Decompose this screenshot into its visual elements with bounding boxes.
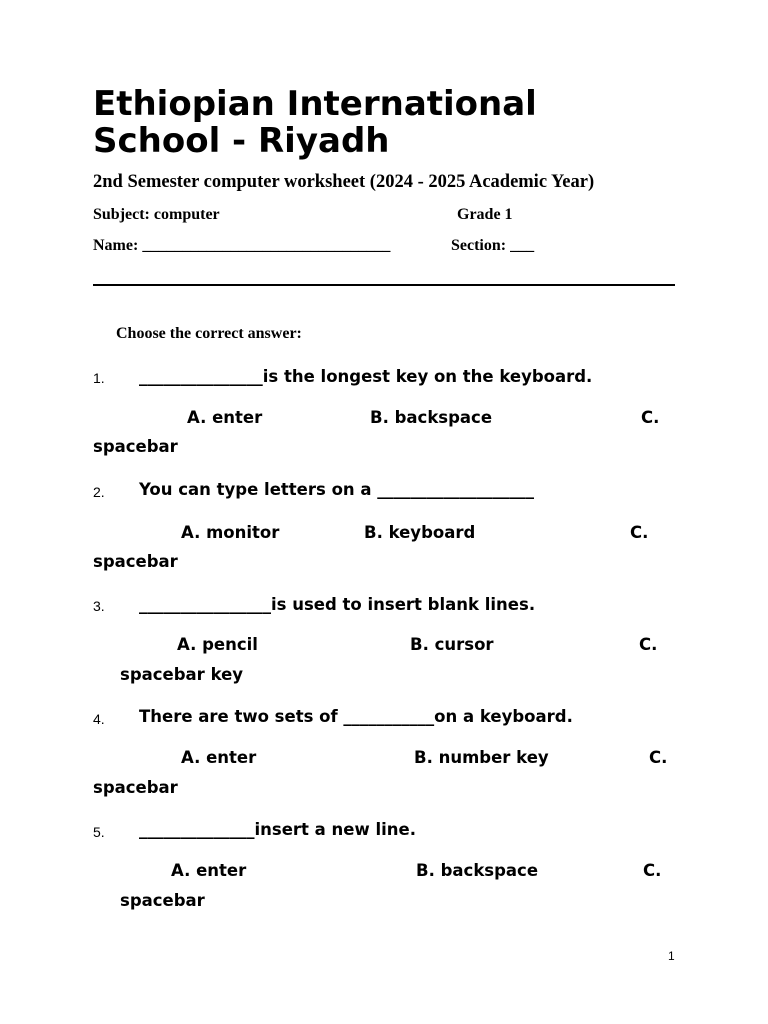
section-field-line: Section: ___: [451, 237, 535, 254]
page-number: 1: [668, 949, 675, 963]
option-c: C.: [641, 408, 660, 427]
option-a: A. enter: [187, 408, 263, 427]
option-a: A. enter: [171, 861, 247, 880]
option-b: B. backspace: [370, 408, 493, 427]
option-c: C.: [639, 635, 658, 654]
option-b: B. cursor: [410, 635, 494, 654]
option-a: A. enter: [181, 748, 257, 767]
instructions: Choose the correct answer:: [116, 325, 302, 342]
question-number: 1.: [93, 370, 105, 386]
option-c-text: spacebar: [93, 552, 178, 571]
question-text: ______________insert a new line.: [139, 820, 417, 839]
option-a: A. monitor: [181, 523, 280, 542]
option-c-text: spacebar key: [120, 665, 244, 684]
option-a: A. pencil: [177, 635, 258, 654]
option-c: C.: [630, 523, 649, 542]
question-text: You can type letters on a ___________________: [139, 480, 535, 499]
school-title: Ethiopian International School - Riyadh: [93, 84, 537, 161]
name-field-line: Name: _______________________________: [93, 237, 391, 254]
option-c-text: spacebar: [120, 891, 205, 910]
question-number: 4.: [93, 711, 105, 727]
header-divider: [93, 284, 675, 286]
question-text: _______________is the longest key on the keyboard.: [139, 367, 593, 386]
question-number: 2.: [93, 484, 105, 500]
question-number: 3.: [93, 598, 105, 614]
option-c: C.: [649, 748, 668, 767]
grade-label: Grade 1: [457, 206, 513, 223]
option-c-text: spacebar: [93, 778, 178, 797]
option-b: B. backspace: [416, 861, 539, 880]
worksheet-subtitle: 2nd Semester computer worksheet (2024 - 2025 Academic Year): [93, 172, 595, 192]
option-c: C.: [643, 861, 662, 880]
question-number: 5.: [93, 824, 105, 840]
subject-label: Subject: computer: [93, 206, 220, 223]
question-text: ________________is used to insert blank lines.: [139, 595, 536, 614]
option-b: B. number key: [414, 748, 549, 767]
option-b: B. keyboard: [364, 523, 476, 542]
question-text: There are two sets of ___________on a keyboard.: [139, 707, 573, 726]
option-c-text: spacebar: [93, 437, 178, 456]
